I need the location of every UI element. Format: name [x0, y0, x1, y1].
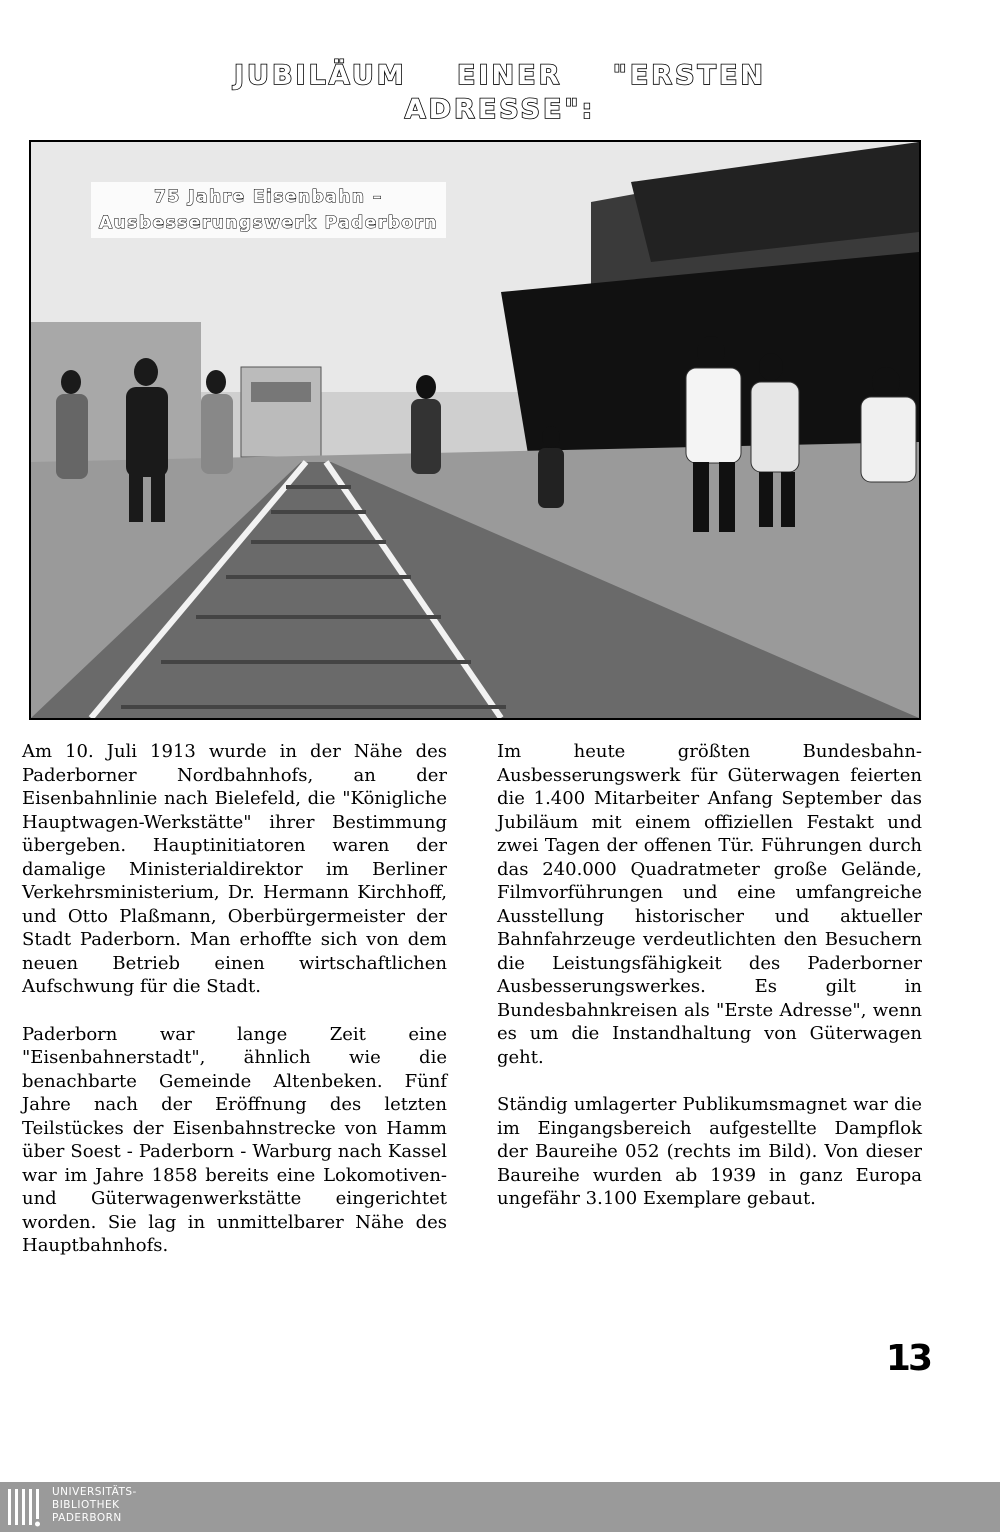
- article-column-left: [22, 740, 447, 1282]
- article-paragraph: Am 10. Juli 1913 wurde in der Nähe des Paderborner Nordbahnhofs, an der Eisenbahnlinie nach Bielefeld, die "Königliche Hauptwagen-Werkstätte" ihrer Bestimmung übergeben. Hauptinitiatoren waren der damalige Ministerialdirektor im Berliner Verkehrsministerium, Dr. Hermann Kirchhoff, und Otto Plaßmann, Oberbürgermeister der Stadt Paderborn. Man erhoffte sich von dem neuen Betrieb einen wirtschaftlichen Aufschwung für die Stadt.: [22, 741, 447, 997]
- article-title-line2: ADRESSE":: [404, 94, 596, 125]
- article-paragraph: Ständig umlagerter Publikumsmagnet war die im Eingangsbereich aufgestellte Dampflok der Baureihe 052 (rechts im Bild). Von dieser Baureihe wurden ab 1939 in ganz Europa ungefähr 3.100 Exemplare gebaut.: [497, 1094, 922, 1209]
- article-title-line1: JUBILÄUM EINER "ERSTEN: [234, 60, 766, 91]
- photo-caption-line1: 75 Jahre Eisenbahn –: [154, 187, 383, 207]
- library-name: [52, 1486, 137, 1525]
- library-name-line3: PADERBORN: [52, 1512, 122, 1524]
- photo-caption: [91, 182, 446, 238]
- article-paragraph: Paderborn war lange Zeit eine "Eisenbahnerstadt", ähnlich wie die benachbarte Gemeinde Altenbeken. Fünf Jahre nach der Eröffnung des letzten Teilstückes der Eisenbahnstrecke von Hamm über Soest - Paderborn - Warburg nach Kassel war im Jahre 1858 bereits eine Lokomotiven- und Güterwagenwerkstätte eingerichtet worden. Sie lag in unmittelbarer Nähe des Hauptbahnhofs.: [22, 1023, 447, 1256]
- photo-caption-line2: Ausbesserungswerk Paderborn: [99, 213, 438, 233]
- library-name-line2: BIBLIOTHEK: [52, 1499, 120, 1511]
- library-name-line1: UNIVERSITÄTS-: [52, 1486, 137, 1498]
- article-paragraph: Im heute größten Bundesbahn-Ausbesserungswerk für Güterwagen feierten die 1.400 Mitarbeiter Anfang September das Jubiläum mit einem offiziellen Festakt und zwei Tagen der offenen Tür. Führungen durch das 240.000 Quadratmeter große Gelände, Filmvorführungen und eine umfangreiche Ausstellung historischer und aktueller Bahnfahrzeuge verdeutlichten den Besuchern die Leistungsfähigkeit des Paderborner Ausbesserungswerkes. Es gilt in Bundesbahnkreisen als "Erste Adresse", wenn es um die Instandhaltung von Güterwagen geht.: [497, 741, 922, 1068]
- library-footer: [0, 1482, 1000, 1532]
- article-column-right: [497, 740, 922, 1235]
- railway-photo: [29, 140, 921, 720]
- page-number: 13: [885, 1338, 930, 1379]
- library-logo-icon: [6, 1485, 46, 1529]
